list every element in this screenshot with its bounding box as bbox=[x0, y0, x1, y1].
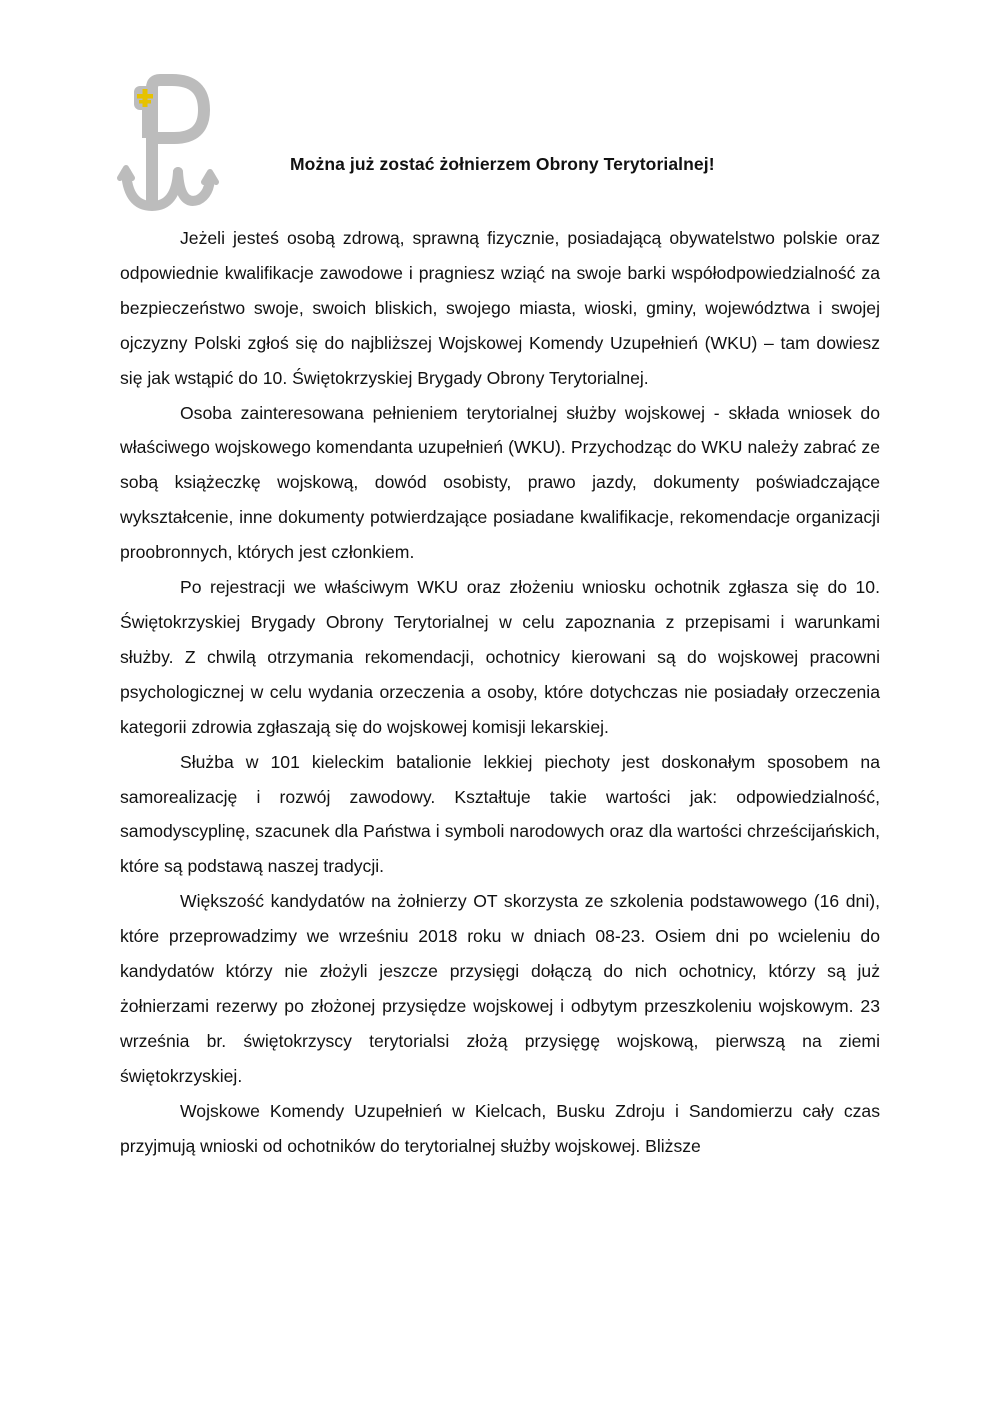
paragraph: Jeżeli jesteś osobą zdrową, sprawną fizycznie, posiadającą obywatelstwo polskie oraz odpowiednie kwalifikacje zawodowe i pragniesz wziąć na swoje barki współodpowiedzialność za bezpieczeństwo swoje, swoich bliskich, swojego miasta, wioski, gminy, województwa i swojej ojczyzny Polski zgłoś się do najbliższej Wojskowej Komendy Uzupełnień (WKU) – tam dowiesz się jak wstąpić do 10. Świętokrzyskiej Brygady Obrony Terytorialnej. bbox=[120, 228, 880, 388]
document-body bbox=[120, 221, 880, 1163]
kotwica-anchor-icon bbox=[112, 74, 220, 214]
paragraph: Wojskowe Komendy Uzupełnień w Kielcach, Busku Zdroju i Sandomierzu cały czas przyjmują wnioski od ochotników do terytorialnej służby wojskowej. Bliższe bbox=[120, 1100, 880, 1156]
paragraph: Osoba zainteresowana pełnieniem terytorialnej służby wojskowej - składa wniosek do właściwego wojskowego komendanta uzupełnień (WKU). Przychodząc do WKU należy zabrać ze sobą książeczkę wojskową, dowód osobisty, prawo jazdy, dokumenty poświadczające wykształcenie, inne dokumenty potwierdzające posiadane kwalifikacje, rekomendacje organizacji proobronnych, których jest członkiem. bbox=[120, 402, 880, 563]
document-title: Można już zostać żołnierzem Obrony Terytorialnej! bbox=[290, 154, 715, 174]
paragraph: Służba w 101 kieleckim batalionie lekkiej piechoty jest doskonałym sposobem na samorealizację i rozwój zawodowy. Kształtuje takie wartości jak: odpowiedzialność, samodyscyplinę, szacunek dla Państwa i symboli narodowych oraz dla wartości chrześcijańskich, które są podstawą naszej tradycji. bbox=[120, 751, 880, 877]
paragraph: Większość kandydatów na żołnierzy OT skorzysta ze szkolenia podstawowego (16 dni), które przeprowadzimy we wrześniu 2018 roku w dniach 08-23. Osiem dni po wcieleniu do kandydatów którzy nie złożyli jeszcze przysięgi dołączą do nich ochotnicy, którzy są już żołnierzami rezerwy po złożonej przysiędze wojskowej i odbytym przeszkoleniu wojskowym. 23 września br. świętokrzyscy terytorialsi złożą przysięgę wojskową, pierwszą na ziemi świętokrzyskiej. bbox=[120, 891, 880, 1086]
paragraph: Po rejestracji we właściwym WKU oraz złożeniu wniosku ochotnik zgłasza się do 10. Świętokrzyskiej Brygady Obrony Terytorialnej w celu zapoznania z przepisami i warunkami służby. Z chwilą otrzymania rekomendacji, ochotnicy kierowani są do wojskowej pracowni psychologicznej w celu wydania orzeczenia a osoby, które dotychczas nie posiadały orzeczenia kategorii zdrowia zgłaszają się do wojskowej komisji lekarskiej. bbox=[120, 577, 880, 737]
